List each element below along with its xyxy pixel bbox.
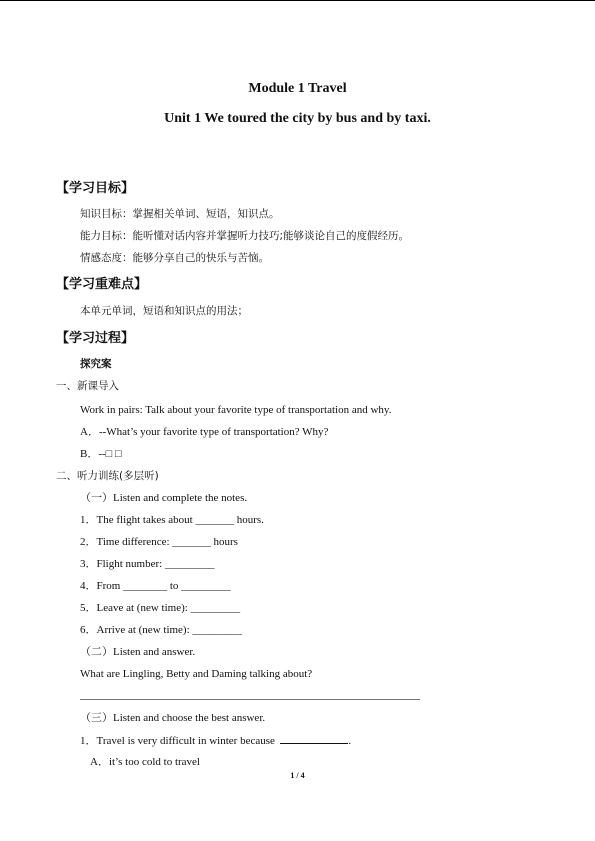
goal-ability: 能力目标：能听懂对话内容并掌握听力技巧;能够谈论自己的度假经历。 [80,230,410,242]
dialogue-a: A．--What’s your favorite type of transportation? Why? [80,426,329,438]
answer-blank [280,733,348,744]
listening-sub1: （一）Listen and complete the notes. [80,492,248,504]
note-item: 4．From ________ to _________ [80,580,231,592]
choice-option-a: A．it’s too cold to travel [90,756,200,768]
part2-title: 二、听力训练(多层听) [56,470,159,482]
page-number: 1 / 4 [290,771,305,780]
choice-question [80,733,351,748]
note-item: 3．Flight number: _________ [80,558,215,570]
keypoints-heading: 【学习重难点】 [56,277,148,292]
listening-sub2: （二）Listen and answer. [80,646,196,658]
process-heading: 【学习过程】 [56,331,135,346]
answer-line [80,699,420,700]
note-item: 1．The flight takes about _______ hours. [80,514,264,526]
listening-sub3: （三）Listen and choose the best answer. [80,712,266,724]
unit-title: Unit 1 We toured the city by bus and by taxi. [164,111,431,126]
pair-work-instruction: Work in pairs: Talk about your favorite type of transportation and why. [80,404,392,416]
note-item: 6．Arrive at (new time): _________ [80,624,242,636]
page-top-border [0,0,595,1]
choice-question-text: 1．Travel is very difficult in winter because [80,735,275,747]
goal-attitude: 情感态度：能够分享自己的快乐与苦恼。 [80,252,269,264]
note-item: 5．Leave at (new time): _________ [80,602,241,614]
keypoints-text: 本单元单词，短语和知识点的用法； [80,305,248,317]
goal-knowledge: 知识目标：掌握相关单词、短语，知识点。 [80,208,280,220]
part1-title: 一、新课导入 [56,380,119,392]
module-title: Module 1 Travel [248,81,347,96]
choice-question-end: . [348,735,352,747]
note-item: 2．Time difference: _______ hours [80,536,238,548]
answer-question: What are Lingling, Betty and Daming talking about? [80,668,313,680]
dialogue-b: B．--□ □ [80,448,122,460]
goals-heading: 【学习目标】 [56,181,135,196]
case-label: 探究案 [80,358,112,370]
